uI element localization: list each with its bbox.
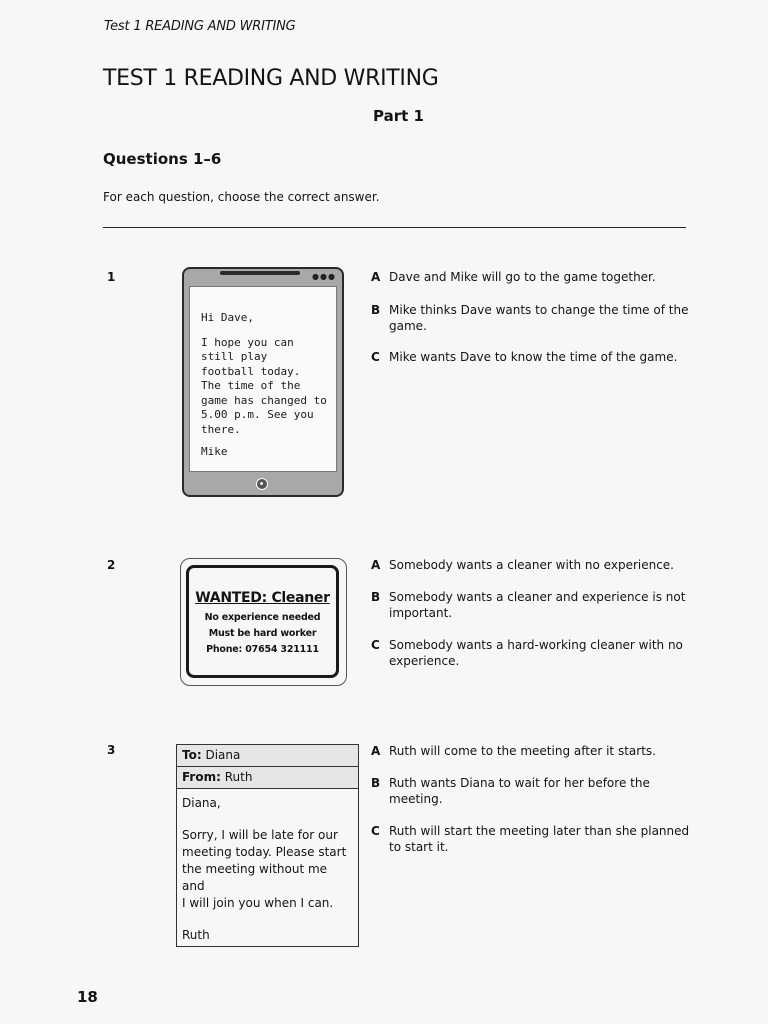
option-text: Somebody wants a hard-working cleaner with no experience. bbox=[389, 638, 683, 668]
email-text: Sorry, I will be late for our meeting today. Please start the meeting without me and I will join you when I can. bbox=[182, 828, 347, 910]
message-signature: Mike bbox=[201, 445, 228, 458]
option-letter: B bbox=[371, 303, 381, 317]
sign-line: Phone: 07654 321111 bbox=[206, 644, 319, 655]
message-body: I hope you can still play football today. The time of the game has changed to 5.00 p.m. See you there. bbox=[201, 335, 327, 436]
email-to-value: Diana bbox=[201, 748, 241, 762]
answer-option[interactable] bbox=[371, 302, 691, 334]
option-letter: C bbox=[371, 350, 380, 364]
page-number: 18 bbox=[77, 988, 98, 1006]
option-text: Somebody wants a cleaner with no experience. bbox=[389, 558, 674, 572]
option-text: Ruth will come to the meeting after it starts. bbox=[389, 744, 656, 758]
home-button-icon bbox=[256, 478, 268, 490]
answer-option[interactable] bbox=[371, 589, 691, 621]
sign-line: Must be hard worker bbox=[208, 628, 317, 639]
answer-options-q3 bbox=[371, 743, 691, 855]
answer-option[interactable] bbox=[371, 743, 691, 759]
email-message bbox=[176, 744, 359, 947]
sign-title: WANTED: Cleaner bbox=[195, 590, 330, 606]
email-from-value: Ruth bbox=[220, 770, 253, 784]
questions-heading: Questions 1–6 bbox=[103, 150, 222, 168]
sign-line: No experience needed bbox=[204, 612, 321, 623]
email-to-label: To: bbox=[182, 748, 202, 762]
option-text: Ruth will start the meeting later than she planned to start it. bbox=[389, 824, 690, 854]
phone-speaker bbox=[220, 271, 300, 275]
option-text: Somebody wants a cleaner and experience is not important. bbox=[389, 590, 686, 620]
question-number-3: 3 bbox=[107, 743, 116, 757]
option-letter: C bbox=[371, 638, 380, 652]
answer-option[interactable] bbox=[371, 637, 691, 669]
answer-option[interactable] bbox=[371, 823, 691, 855]
option-text: Mike thinks Dave wants to change the time of the game. bbox=[389, 303, 689, 333]
option-letter: B bbox=[371, 776, 381, 790]
email-signature: Ruth bbox=[182, 928, 210, 942]
answer-option[interactable] bbox=[371, 775, 691, 807]
email-to-row bbox=[177, 745, 358, 767]
option-letter: A bbox=[371, 558, 381, 572]
email-from-label: From: bbox=[182, 770, 221, 784]
question-number-1: 1 bbox=[107, 270, 116, 284]
answer-options-q1 bbox=[371, 269, 691, 365]
phone-illustration bbox=[182, 267, 344, 497]
section-divider bbox=[103, 227, 686, 228]
question-number-2: 2 bbox=[107, 558, 116, 572]
email-body bbox=[177, 789, 358, 944]
option-letter: A bbox=[371, 744, 381, 758]
page-title: TEST 1 READING AND WRITING bbox=[103, 66, 439, 91]
answer-option[interactable] bbox=[371, 557, 691, 573]
email-from-row bbox=[177, 767, 358, 789]
option-letter: A bbox=[371, 270, 381, 284]
signal-dots-icon: ●●● bbox=[312, 272, 336, 281]
option-letter: C bbox=[371, 824, 380, 838]
email-greeting: Diana, bbox=[182, 796, 221, 810]
answer-option[interactable] bbox=[371, 269, 691, 285]
running-head: Test 1 READING AND WRITING bbox=[104, 19, 296, 34]
instruction-text: For each question, choose the correct answer. bbox=[103, 190, 380, 204]
sign-border bbox=[186, 565, 339, 678]
option-text: Ruth wants Diana to wait for her before the meeting. bbox=[389, 776, 650, 806]
option-letter: B bbox=[371, 590, 381, 604]
option-text: Dave and Mike will go to the game together. bbox=[389, 270, 656, 284]
part-label: Part 1 bbox=[373, 107, 424, 125]
option-text: Mike wants Dave to know the time of the game. bbox=[389, 350, 678, 364]
message-greeting: Hi Dave, bbox=[201, 311, 254, 324]
answer-option[interactable] bbox=[371, 349, 691, 365]
answer-options-q2 bbox=[371, 557, 691, 669]
phone-screen bbox=[189, 286, 337, 472]
wanted-sign bbox=[180, 558, 347, 686]
